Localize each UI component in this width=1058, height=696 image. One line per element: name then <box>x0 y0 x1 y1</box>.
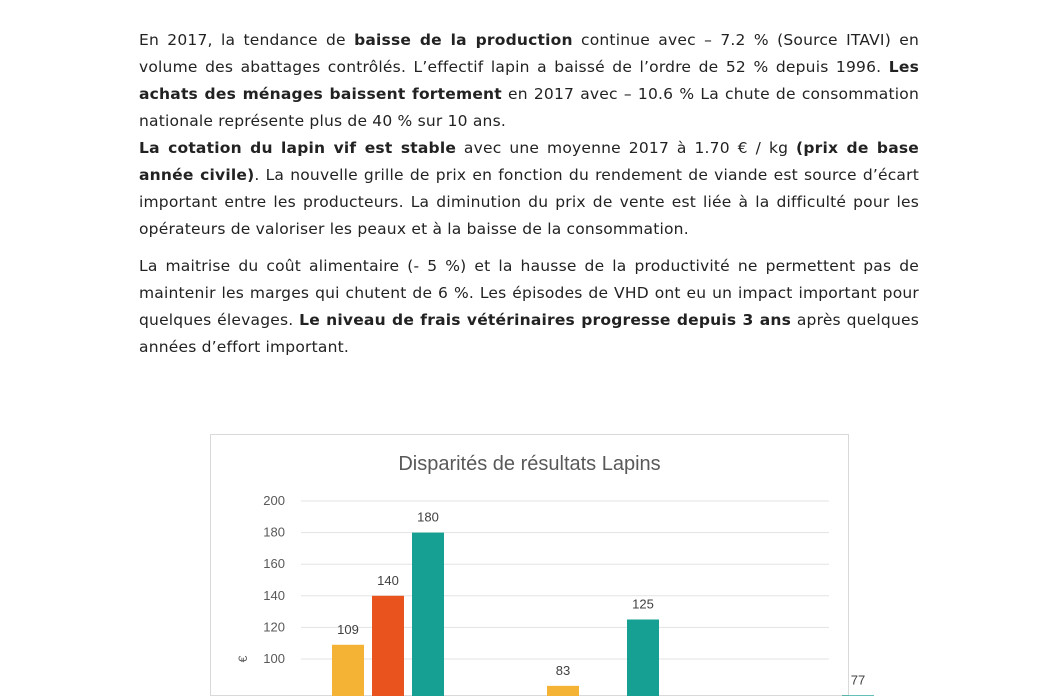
y-tick-label: 140 <box>263 588 285 603</box>
y-tick-label: 200 <box>263 493 285 508</box>
bar <box>547 686 579 696</box>
document-text <box>139 27 919 361</box>
chart-title: Disparités de résultats Lapins <box>211 453 848 476</box>
y-tick-label: 100 <box>263 651 285 666</box>
body-text: continue avec – 7.2 % (Source ITAVI) en volume des abattages contrôlés. L’effectif lapin a baissé de l’ordre de 52 % depuis 1996. <box>139 31 919 76</box>
bar <box>627 620 659 696</box>
bar <box>412 533 444 696</box>
body-text: . La nouvelle grille de prix en fonction du rendement de viande est source d’écart important entre les producteurs. La diminution du prix de vente est liée à la difficulté pour les opérateurs de valoriser les peaux et à la baisse de la consommation. <box>139 166 919 238</box>
y-tick-label: 180 <box>263 525 285 540</box>
bar-value-label: 140 <box>377 573 399 588</box>
body-text: avec une moyenne 2017 à 1.70 € / kg <box>456 139 796 157</box>
body-text: après quelques années d’effort important. <box>139 311 919 356</box>
bar-value-label: 125 <box>632 597 654 612</box>
bold-text: (prix de base année civile) <box>139 139 919 184</box>
body-text: en 2017 avec – 10.6 % La chute de consommation nationale représente plus de 40 % sur 10 ans. <box>139 85 919 130</box>
bold-text: La cotation du lapin vif est stable <box>139 139 456 157</box>
body-text: En 2017, la tendance de <box>139 31 354 49</box>
bold-text: Le niveau de frais vétérinaires progresse depuis 3 ans <box>299 311 791 329</box>
bar-value-label: 83 <box>556 663 570 678</box>
bold-text: Les achats des ménages baissent fortement <box>139 58 919 103</box>
bar-value-label: 77 <box>851 672 865 687</box>
bar <box>332 645 364 696</box>
bold-text: baisse de la production <box>354 31 573 49</box>
paragraph-production <box>139 27 919 243</box>
y-axis-label: € <box>236 655 250 662</box>
chart-container <box>210 434 849 696</box>
bar-value-label: 180 <box>417 510 439 525</box>
bar-value-label: 109 <box>337 622 359 637</box>
y-tick-label: 160 <box>263 556 285 571</box>
y-tick-label: 120 <box>263 619 285 634</box>
paragraph-costs <box>139 253 919 361</box>
bar-chart <box>211 435 848 695</box>
body-text: La maitrise du coût alimentaire (- 5 %) et la hausse de la productivité ne permettent pas de maintenir les marges qui chutent de 6 %. Les épisodes de VHD ont eu un impact important pour quelques élevages. <box>139 257 919 329</box>
bar <box>372 596 404 696</box>
